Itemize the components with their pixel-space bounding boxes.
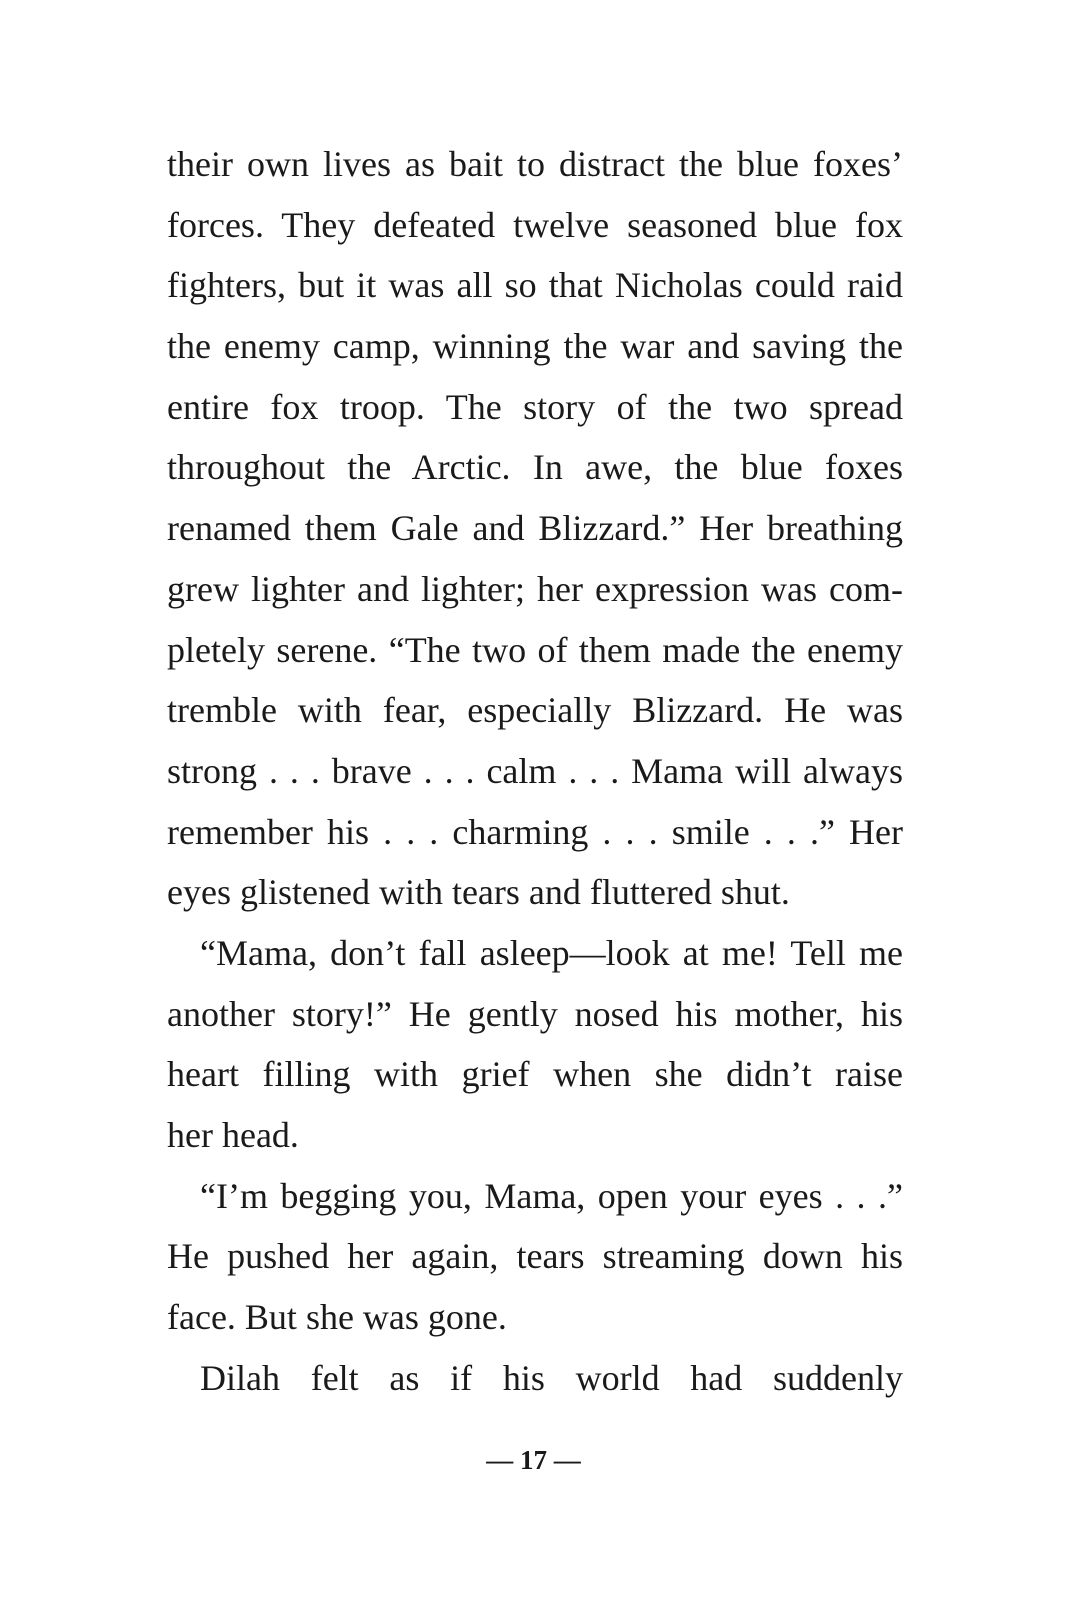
- text-line: throughout the Arctic. In awe, the blue foxes: [167, 447, 903, 488]
- text-line: “Mama, don’t fall asleep—look at me! Tell me: [200, 932, 903, 973]
- text-line: tremble with fear, especially Blizzard. He was: [167, 690, 903, 731]
- text-line: fighters, but it was all so that Nicholas could raid: [167, 265, 903, 306]
- text-line: the enemy camp, winning the war and saving the: [167, 326, 903, 367]
- text-line: entire fox troop. The story of the two spread: [167, 386, 903, 427]
- text-line: He pushed her again, tears streaming down his: [167, 1236, 903, 1277]
- text-line: their own lives as bait to distract the blue foxes’: [167, 144, 903, 184]
- text-line: grew lighter and lighter; her expression was com-: [167, 568, 903, 609]
- text-line: renamed them Gale and Blizzard.” Her breathing: [167, 508, 903, 549]
- text-line: Dilah felt as if his world had suddenly: [200, 1357, 903, 1398]
- text-line: remember his . . . charming . . . smile . . .” Her: [167, 811, 903, 852]
- text-line: another story!” He gently nosed his mother, his: [167, 993, 903, 1034]
- text-line: eyes glistened with tears and fluttered shut.: [167, 872, 790, 913]
- body-text: [167, 134, 903, 1408]
- text-line: face. But she was gone.: [167, 1297, 507, 1338]
- page-number: — 17 —: [486, 1445, 581, 1475]
- text-line: pletely serene. “The two of them made the enemy: [167, 629, 903, 670]
- text-line: forces. They defeated twelve seasoned blue fox: [167, 204, 903, 245]
- text-line: “I’m begging you, Mama, open your eyes . . .”: [200, 1175, 903, 1216]
- text-line: her head.: [167, 1115, 299, 1155]
- text-line: heart filling with grief when she didn’t raise: [167, 1054, 903, 1095]
- text-line: strong . . . brave . . . calm . . . Mama will always: [167, 750, 903, 791]
